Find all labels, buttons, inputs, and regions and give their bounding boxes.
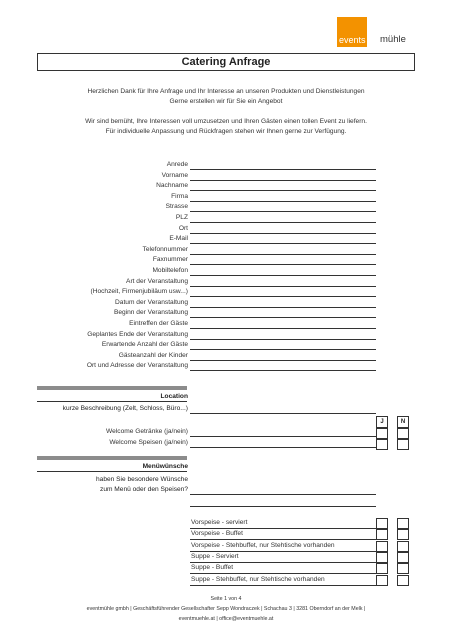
- welcome-food-label: Welcome Speisen (ja/nein): [109, 439, 188, 446]
- menu-option-no-checkbox[interactable]: [397, 518, 409, 529]
- form-row: [0, 181, 452, 192]
- form-row: [0, 213, 452, 224]
- form-field-label: (Hochzeit, Firmenjubiläum usw...): [90, 288, 188, 296]
- form-field-label: Gästeanzahl der Kinder: [118, 351, 188, 359]
- welcome-food-yes-checkbox[interactable]: [376, 439, 388, 450]
- form-field-label: Faxnummer: [152, 256, 188, 264]
- menu-option-no-checkbox[interactable]: [397, 563, 409, 574]
- form-field-label: Nachname: [156, 182, 188, 190]
- form-field-input-line[interactable]: [190, 370, 376, 371]
- form-row: [0, 202, 452, 213]
- form-row: [0, 277, 452, 288]
- menu-option-yes-checkbox[interactable]: [376, 518, 388, 529]
- menu-wish-line-2[interactable]: [190, 506, 376, 507]
- location-heading: Location: [160, 393, 188, 400]
- page-number: Seite 1 von 4: [210, 596, 242, 602]
- menu-option-line: [190, 585, 376, 586]
- welcome-drinks-yes-checkbox[interactable]: [376, 428, 388, 439]
- form-field-label: Ort: [178, 224, 188, 232]
- welcome-food-line[interactable]: [190, 447, 376, 448]
- form-row: [0, 160, 452, 171]
- menu-option-line: [190, 573, 376, 574]
- form-row: [0, 171, 452, 182]
- form-field-label: Eintreffen der Gäste: [129, 320, 188, 327]
- menu-question-line-1: haben Sie besondere Wünsche: [95, 476, 188, 483]
- form-field-label: Firma: [171, 192, 188, 200]
- menu-option-line: [190, 539, 376, 540]
- menu-option-yes-checkbox[interactable]: [376, 575, 388, 586]
- location-input-line[interactable]: [190, 413, 376, 414]
- menu-option-no-checkbox[interactable]: [397, 529, 409, 540]
- menu-option-label: Suppe - Buffet: [191, 564, 234, 572]
- page-title-box: [37, 53, 415, 71]
- menu-option-line: [190, 551, 376, 552]
- form-field-label: Datum der Veranstaltung: [115, 298, 188, 306]
- form-field-label: PLZ: [175, 214, 188, 221]
- form-row: [0, 340, 452, 351]
- menu-option-label: Vorspeise - serviert: [191, 519, 248, 526]
- form-row: [0, 351, 452, 362]
- form-row: [0, 287, 452, 298]
- menu-option-line: [190, 562, 376, 563]
- menu-option-yes-checkbox[interactable]: [376, 552, 388, 563]
- menu-option-label: Vorspeise - Buffet: [191, 530, 243, 538]
- menu-option-yes-checkbox[interactable]: [376, 563, 388, 574]
- menu-option-no-checkbox[interactable]: [397, 575, 409, 586]
- form-row: [0, 245, 452, 256]
- form-field-label: Anrede: [166, 161, 188, 168]
- form-field-label: Mobiltelefon: [152, 267, 188, 274]
- menu-option-label: Suppe - Stehbuffet, nur Stehtische vorhanden: [191, 575, 325, 583]
- form-field-label: Ort und Adresse der Veranstaltung: [86, 362, 188, 370]
- form-row: [0, 298, 452, 309]
- form-field-label: Geplantes Ende der Veranstaltung: [87, 330, 188, 338]
- eventmuehle-logo: [337, 17, 437, 47]
- no-column-header: N: [397, 416, 409, 428]
- page-title: Catering Anfrage: [181, 56, 271, 68]
- menu-option-label: Suppe - Serviert: [191, 552, 239, 560]
- welcome-food-no-checkbox[interactable]: [397, 439, 409, 450]
- form-row: [0, 192, 452, 203]
- form-field-label: Beginn der Veranstaltung: [113, 309, 188, 317]
- menu-option-yes-checkbox[interactable]: [376, 541, 388, 552]
- menu-question-line-2: zum Menü oder den Speisen?: [100, 486, 188, 493]
- welcome-drinks-no-checkbox[interactable]: [397, 428, 409, 439]
- intro-line-1: Herzlichen Dank für Ihre Anfrage und Ihr Interesse an unseren Produkten und Dienstleistungen: [87, 88, 365, 95]
- form-row: [0, 308, 452, 319]
- form-field-label: Strasse: [165, 203, 188, 211]
- footer-contact: eventmuehle.at | office@eventmuehle.at: [178, 616, 274, 622]
- form-row: [0, 224, 452, 235]
- menu-option-label: Vorspeise - Stehbuffet, nur Stehtische vorhanden: [191, 541, 335, 549]
- intro-line-4: Für individuelle Anpassung und Rückfragen stehen wir Ihnen gerne zur Verfügung.: [105, 128, 347, 135]
- menu-wish-line-1[interactable]: [190, 494, 376, 495]
- form-field-label: Erwartende Anzahl der Gäste: [101, 341, 188, 349]
- logo-text-events: events: [339, 35, 366, 45]
- menu-underline: [37, 471, 187, 472]
- form-field-label: Art der Veranstaltung: [126, 277, 188, 285]
- welcome-drinks-line[interactable]: [190, 436, 376, 437]
- intro-line-2: Gerne erstellen wir für Sie ein Angebot: [169, 98, 283, 105]
- menu-option-yes-checkbox[interactable]: [376, 529, 388, 540]
- form-field-label: Vorname: [161, 171, 188, 179]
- welcome-drinks-label: Welcome Getränke (ja/nein): [106, 428, 188, 435]
- logo-text-muehle: mühle: [380, 34, 406, 45]
- menu-heading: Menüwünsche: [142, 463, 188, 470]
- menu-section-bar: [37, 456, 187, 460]
- menu-option-no-checkbox[interactable]: [397, 552, 409, 563]
- footer-company: eventmühle gmbh | Geschäftsführender Gesellschafter Sepp Wondraczek | Schachau 3 | 3281 Oberndorf an der Melk |: [86, 606, 366, 612]
- form-row: [0, 319, 452, 330]
- intro-line-3: Wir sind bemüht, Ihre Interessen voll umzusetzen und Ihren Gästen einen tollen Event zu liefern.: [85, 118, 367, 125]
- form-row: [0, 361, 452, 372]
- form-row: [0, 266, 452, 277]
- form-row: [0, 330, 452, 341]
- menu-option-line: [190, 528, 376, 529]
- form-field-label: E-Mail: [169, 235, 188, 243]
- location-underline: [37, 401, 187, 402]
- location-section-bar: [37, 386, 187, 390]
- yes-column-header: J: [376, 416, 388, 428]
- form-row: [0, 255, 452, 266]
- location-description-label: kurze Beschreibung (Zelt, Schloss, Büro...): [62, 405, 188, 412]
- menu-option-no-checkbox[interactable]: [397, 541, 409, 552]
- form-row: [0, 234, 452, 245]
- form-field-label: Telefonnummer: [142, 245, 188, 253]
